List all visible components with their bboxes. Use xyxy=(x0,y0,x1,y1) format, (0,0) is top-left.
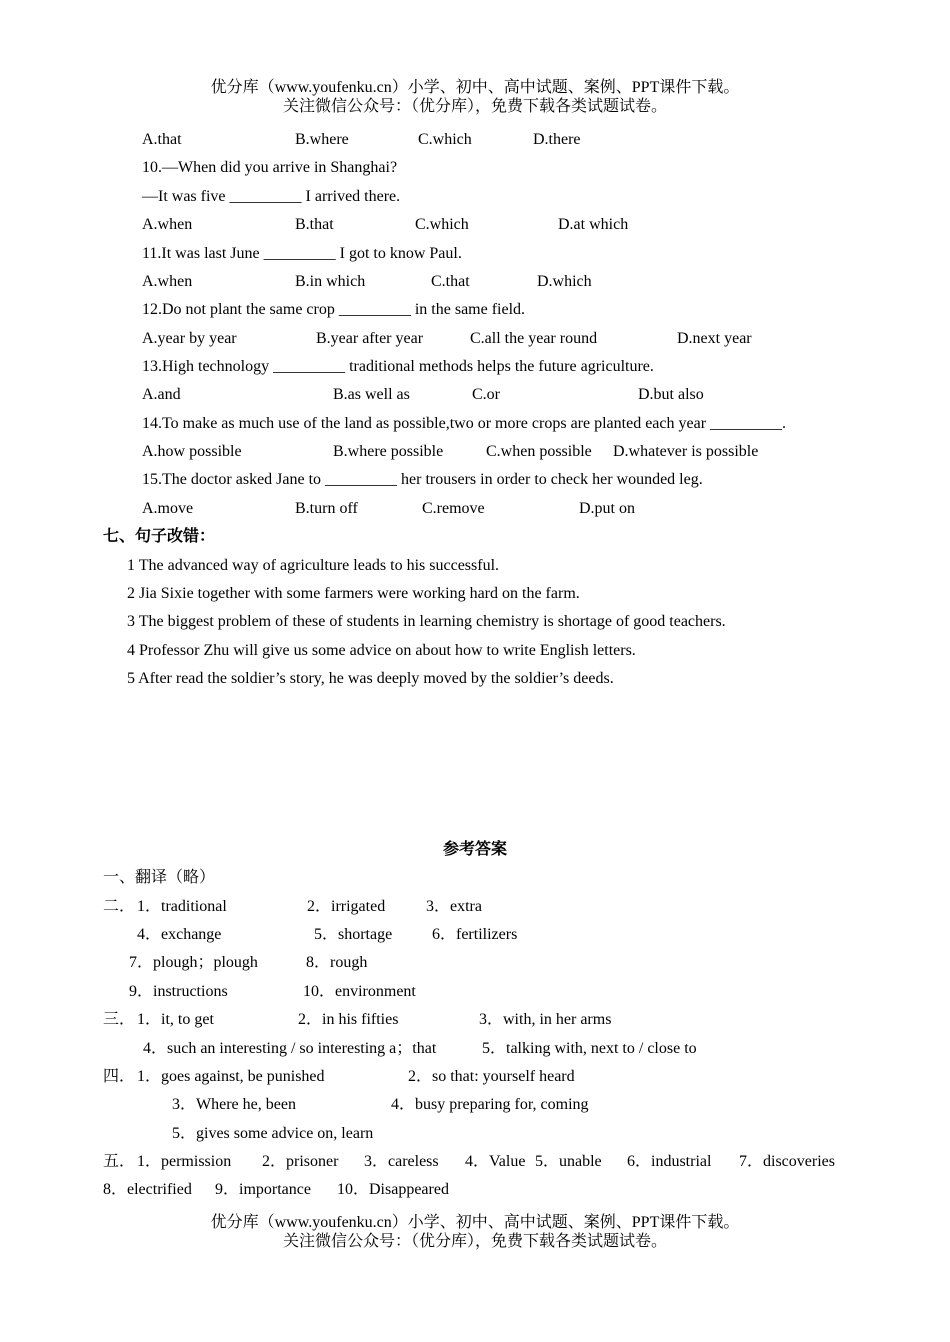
option-d: D.put on xyxy=(579,500,635,517)
answer-item: 4．Value xyxy=(465,1153,526,1170)
question-reply: —It was five _________ I arrived there. xyxy=(142,188,401,205)
list-item: 2 Jia Sixie together with some farmers were working hard on the farm. xyxy=(127,585,580,602)
answer-item: 6．fertilizers xyxy=(432,926,518,943)
option-a: A.when xyxy=(142,216,193,233)
option-d: D.next year xyxy=(677,330,752,347)
answer-item: 2．prisoner xyxy=(262,1153,339,1170)
answer-item: 1．traditional xyxy=(137,898,227,915)
answer-item: 7．plough；plough xyxy=(129,954,258,971)
option-c: C.when possible xyxy=(486,443,592,460)
question-text: 14.To make as much use of the land as possible,two or more crops are planted each year _________. xyxy=(142,415,787,432)
header-line-1: 优分库（www.youfenku.cn）小学、初中、高中试题、案例、PPT课件下载。 xyxy=(210,79,740,96)
answer-item: 3．Where he, been xyxy=(172,1096,296,1113)
answer-item: 8．rough xyxy=(306,954,368,971)
question-text: 13.High technology _________ traditional methods helps the future agriculture. xyxy=(142,358,654,375)
option-c: C.which xyxy=(418,131,472,148)
option-b: B.year after year xyxy=(316,330,424,347)
answers-section-1: 一、翻译（略） xyxy=(103,869,216,886)
list-item: 4 Professor Zhu will give us some advice on about how to write English letters. xyxy=(127,642,636,659)
question-text: 15.The doctor asked Jane to _________ her trousers in order to check her wounded leg. xyxy=(142,471,703,488)
list-item: 3 The biggest problem of these of students in learning chemistry is shortage of good teachers. xyxy=(127,613,726,630)
option-c: C.which xyxy=(415,216,469,233)
answer-item: 1．permission xyxy=(137,1153,232,1170)
answer-item: 8．electrified xyxy=(103,1181,192,1198)
option-a: A.and xyxy=(142,386,181,403)
option-b: B.as well as xyxy=(333,386,410,403)
option-a: A.year by year xyxy=(142,330,237,347)
option-c: C.or xyxy=(472,386,500,403)
answer-item: 10．environment xyxy=(303,983,416,1000)
answer-item: 7．discoveries xyxy=(739,1153,835,1170)
answer-item: 9．importance xyxy=(215,1181,311,1198)
question-text: 12.Do not plant the same crop _________ in the same field. xyxy=(142,301,526,318)
option-b: B.in which xyxy=(295,273,366,290)
section-label: 三． xyxy=(103,1011,136,1028)
answer-item: 3．extra xyxy=(426,898,482,915)
option-d: D.but also xyxy=(638,386,704,403)
answer-item: 3．careless xyxy=(364,1153,439,1170)
answer-item: 4．such an interesting / so interesting a；that xyxy=(143,1040,437,1057)
option-c: C.remove xyxy=(422,500,485,517)
answer-item: 5．talking with, next to / close to xyxy=(482,1040,697,1057)
answer-item: 4．exchange xyxy=(137,926,222,943)
option-a: A.how possible xyxy=(142,443,242,460)
list-item: 1 The advanced way of agriculture leads to his successful. xyxy=(127,557,500,574)
option-d: D.at which xyxy=(558,216,629,233)
option-a: A.move xyxy=(142,500,194,517)
option-c: C.that xyxy=(431,273,470,290)
option-b: B.where possible xyxy=(333,443,444,460)
answer-item: 2．in his fifties xyxy=(298,1011,399,1028)
list-item: 5 After read the soldier’s story, he was deeply moved by the soldier’s deeds. xyxy=(127,670,614,687)
answer-item: 10．Disappeared xyxy=(337,1181,449,1198)
footer-line-1: 优分库（www.youfenku.cn）小学、初中、高中试题、案例、PPT课件下载。 xyxy=(210,1214,740,1231)
header-line-2: 关注微信公众号：（优分库），免费下载各类试题试卷。 xyxy=(282,98,667,115)
section-label: 四． xyxy=(103,1068,136,1085)
answer-item: 5．unable xyxy=(535,1153,602,1170)
answer-item: 2．so that: yourself heard xyxy=(408,1068,575,1085)
answers-title: 参考答案 xyxy=(442,841,507,858)
option-b: B.that xyxy=(295,216,334,233)
answer-item: 3．with, in her arms xyxy=(479,1011,612,1028)
answer-item: 5．gives some advice on, learn xyxy=(172,1125,374,1142)
section-label: 二． xyxy=(103,898,136,915)
footer-line-2: 关注微信公众号：（优分库），免费下载各类试题试卷。 xyxy=(282,1233,667,1250)
section-7-title: 七、句子改错： xyxy=(103,528,216,545)
option-d: D.which xyxy=(537,273,592,290)
answer-item: 4．busy preparing for, coming xyxy=(391,1096,589,1113)
option-d: D.there xyxy=(533,131,581,148)
section-label: 五． xyxy=(103,1153,136,1170)
answer-item: 2．irrigated xyxy=(307,898,386,915)
answer-item: 9．instructions xyxy=(129,983,228,1000)
answer-item: 1．it, to get xyxy=(137,1011,214,1028)
option-d: D.whatever is possible xyxy=(613,443,759,460)
answer-item: 6．industrial xyxy=(627,1153,712,1170)
answer-item: 1．goes against, be punished xyxy=(137,1068,325,1085)
question-text: 10.—When did you arrive in Shanghai? xyxy=(142,159,398,176)
answer-item: 5．shortage xyxy=(314,926,393,943)
option-b: B.where xyxy=(295,131,349,148)
option-c: C.all the year round xyxy=(470,330,598,347)
question-text: 11.It was last June _________ I got to know Paul. xyxy=(142,245,462,262)
option-a: A.when xyxy=(142,273,193,290)
option-a: A.that xyxy=(142,131,182,148)
option-b: B.turn off xyxy=(295,500,358,517)
